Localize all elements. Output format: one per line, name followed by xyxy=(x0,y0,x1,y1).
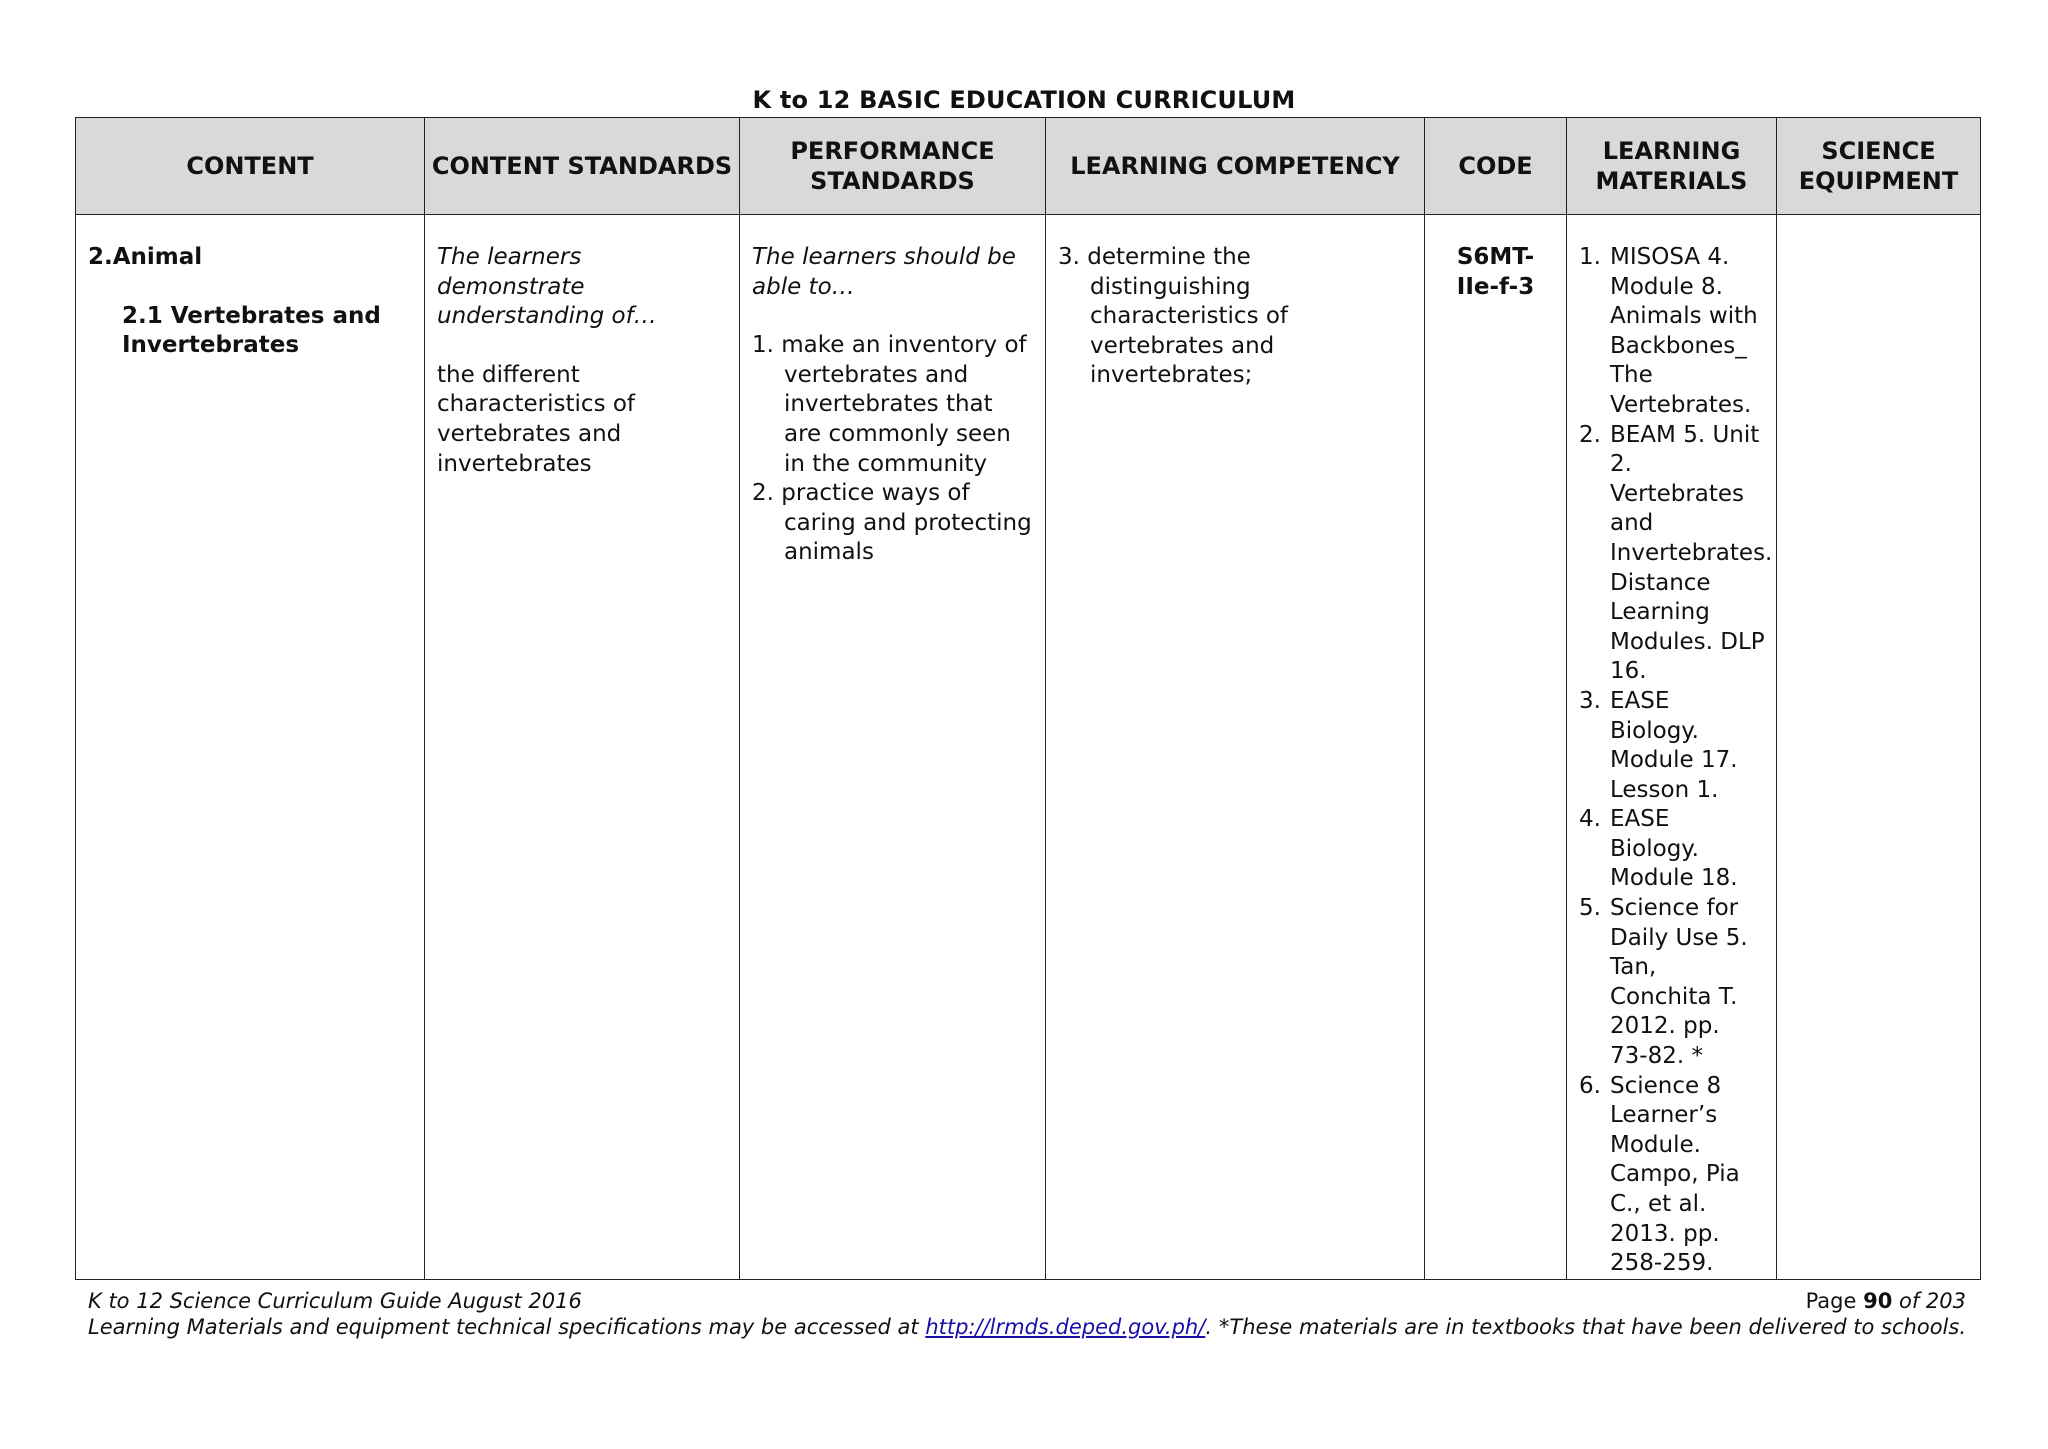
page-indicator: Page 90 of 203 xyxy=(1805,1289,1966,1313)
list-item: 4. EASE Biology. Module 18. xyxy=(1579,806,1738,892)
curriculum-table xyxy=(75,117,1981,1280)
header-learning-competency: LEARNING COMPETENCY xyxy=(1046,118,1425,215)
footer-left xyxy=(88,1288,1212,1340)
competency-item: 3. determine the distinguishing characteristics of vertebrates and invertebrates; xyxy=(1058,244,1289,389)
code-cell xyxy=(1425,215,1567,1280)
science-equipment-cell xyxy=(1777,215,1981,1280)
list-item: 5. Science for Daily Use 5. Tan, Conchita T. 2012. pp. 73-82. * xyxy=(1579,895,1748,1070)
header-content: CONTENT xyxy=(76,118,425,215)
list-item: 3. EASE Biology. Module 17. Lesson 1. xyxy=(1579,687,1738,803)
content-cell xyxy=(76,215,425,1280)
footer-guide: K to 12 Science Curriculum Guide August 2016 xyxy=(88,1289,582,1313)
list-item: 2. practice ways of caring and protecting animals xyxy=(752,480,1032,566)
list-item: 2. BEAM 5. Unit 2. Vertebrates and Invertebrates. Distance Learning Modules. DLP 16. xyxy=(1579,421,1773,685)
learning-competency-cell xyxy=(1046,215,1425,1280)
content-subtopic: 2.1 Vertebrates and Invertebrates xyxy=(122,302,381,359)
list-item: 1. make an inventory of vertebrates and invertebrates that are commonly seen in the community xyxy=(752,332,1027,477)
page-number: 90 xyxy=(1863,1289,1893,1313)
learning-materials-list xyxy=(1579,243,1773,1279)
content-topic: 2.Animal xyxy=(88,244,203,270)
list-item: 1. MISOSA 4. Module 8. Animals with Backbones_ The Vertebrates. xyxy=(1579,244,1758,418)
footer-note: *These materials are in textbooks that have been delivered to schools. xyxy=(1218,1315,1966,1339)
table-row xyxy=(76,215,1981,1280)
header-performance-standards: PERFORMANCE STANDARDS xyxy=(740,118,1046,215)
performance-list xyxy=(752,331,1033,568)
header-science-equipment: SCIENCE EQUIPMENT xyxy=(1777,118,1981,215)
code-line-2: IIe-f-3 xyxy=(1456,273,1535,300)
performance-standards-cell xyxy=(740,215,1046,1280)
lrmds-link[interactable]: http://lrmds.deped.gov.ph/ xyxy=(925,1315,1206,1339)
learning-materials-cell xyxy=(1567,215,1777,1280)
performance-intro: The learners should be able to… xyxy=(752,244,1016,300)
document-title: K to 12 BASIC EDUCATION CURRICULUM xyxy=(752,86,1296,114)
content-standards-intro: The learners demonstrate understanding of… xyxy=(437,244,657,330)
content-standards-cell xyxy=(425,215,740,1280)
header-row xyxy=(76,118,1981,215)
footer-access: Learning Materials and equipment technical specifications may be accessed at http://lrmds.deped.gov.ph/. xyxy=(88,1315,1212,1339)
header-learning-materials: LEARNING MATERIALS xyxy=(1567,118,1777,215)
list-item: 6. Science 8 Learner’s Module. Campo, Pia C., et al. 2013. pp. 258-259. xyxy=(1579,1072,1740,1277)
header-code: CODE xyxy=(1425,118,1567,215)
header-content-standards: CONTENT STANDARDS xyxy=(425,118,740,215)
footer-right xyxy=(1219,1288,1966,1340)
code-line-1: S6MT- xyxy=(1456,244,1535,270)
content-standards-text: the different characteristics of vertebrates and invertebrates xyxy=(437,361,636,477)
